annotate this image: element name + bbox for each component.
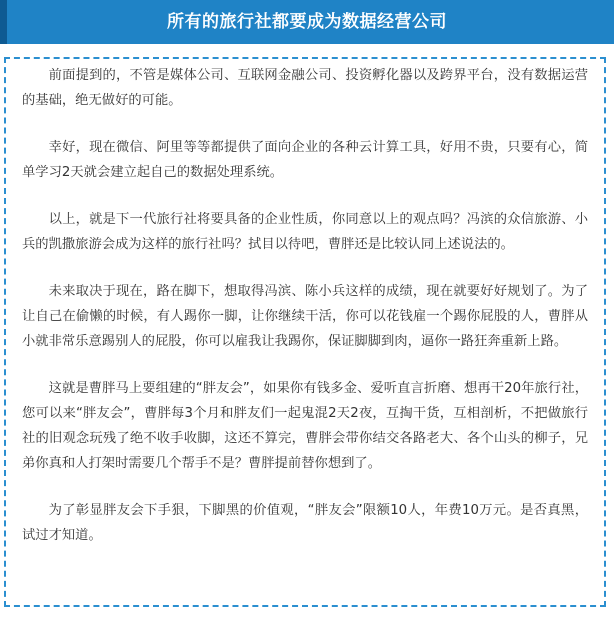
article-paragraph-5: 这就是曹胖马上要组建的“胖友会”，如果你有钱多金、爱听直言折磨、想再干20年旅行社，您可以来“胖友会”，曹胖每3个月和胖友们一起鬼混2天2夜，互掏干货，互相剖析，不把做旅行社的旧观念玩残了绝不收手收脚，这还不算完，曹胖会带你结交各路老大、各个山头的柳子，兄弟你真和人打架时需要几个帮手不是？曹胖提前替你想到了。 [22, 381, 588, 471]
article-paragraph-2: 幸好，现在微信、阿里等等都提供了面向企业的各种云计算工具，好用不贵，只要有心，简单学习2天就会建立起自己的数据处理系统。 [22, 140, 588, 180]
title-banner [0, 0, 614, 44]
article-paragraph-3: 以上，就是下一代旅行社将要具备的企业性质，你同意以上的观点吗？冯滨的众信旅游、小兵的凯撒旅游会成为这样的旅行社吗？拭目以待吧，曹胖还是比较认同上述说法的。 [22, 212, 588, 252]
article-paragraph-1: 前面提到的，不管是媒体公司、互联网金融公司、投资孵化器以及跨界平台，没有数据运营的基础，绝无做好的可能。 [22, 68, 588, 108]
article-paragraph-6: 为了彰显胖友会下手狠，下脚黑的价值观，“胖友会”限额10人，年费10万元。是否真黑，试过才知道。 [22, 503, 588, 543]
article-content-box [4, 57, 606, 607]
page-title: 所有的旅行社都要成为数据经营公司 [167, 12, 447, 32]
article-paragraph-4: 未来取决于现在，路在脚下，想取得冯滨、陈小兵这样的成绩，现在就要好好规划了。为了让自己在偷懒的时候，有人踢你一脚，让你继续干活，你可以花钱雇一个踢你屁股的人，曹胖从小就非常乐意踢别人的屁股，你可以雇我让我踢你，保证脚脚到肉，逼你一路狂奔重新上路。 [22, 284, 588, 349]
